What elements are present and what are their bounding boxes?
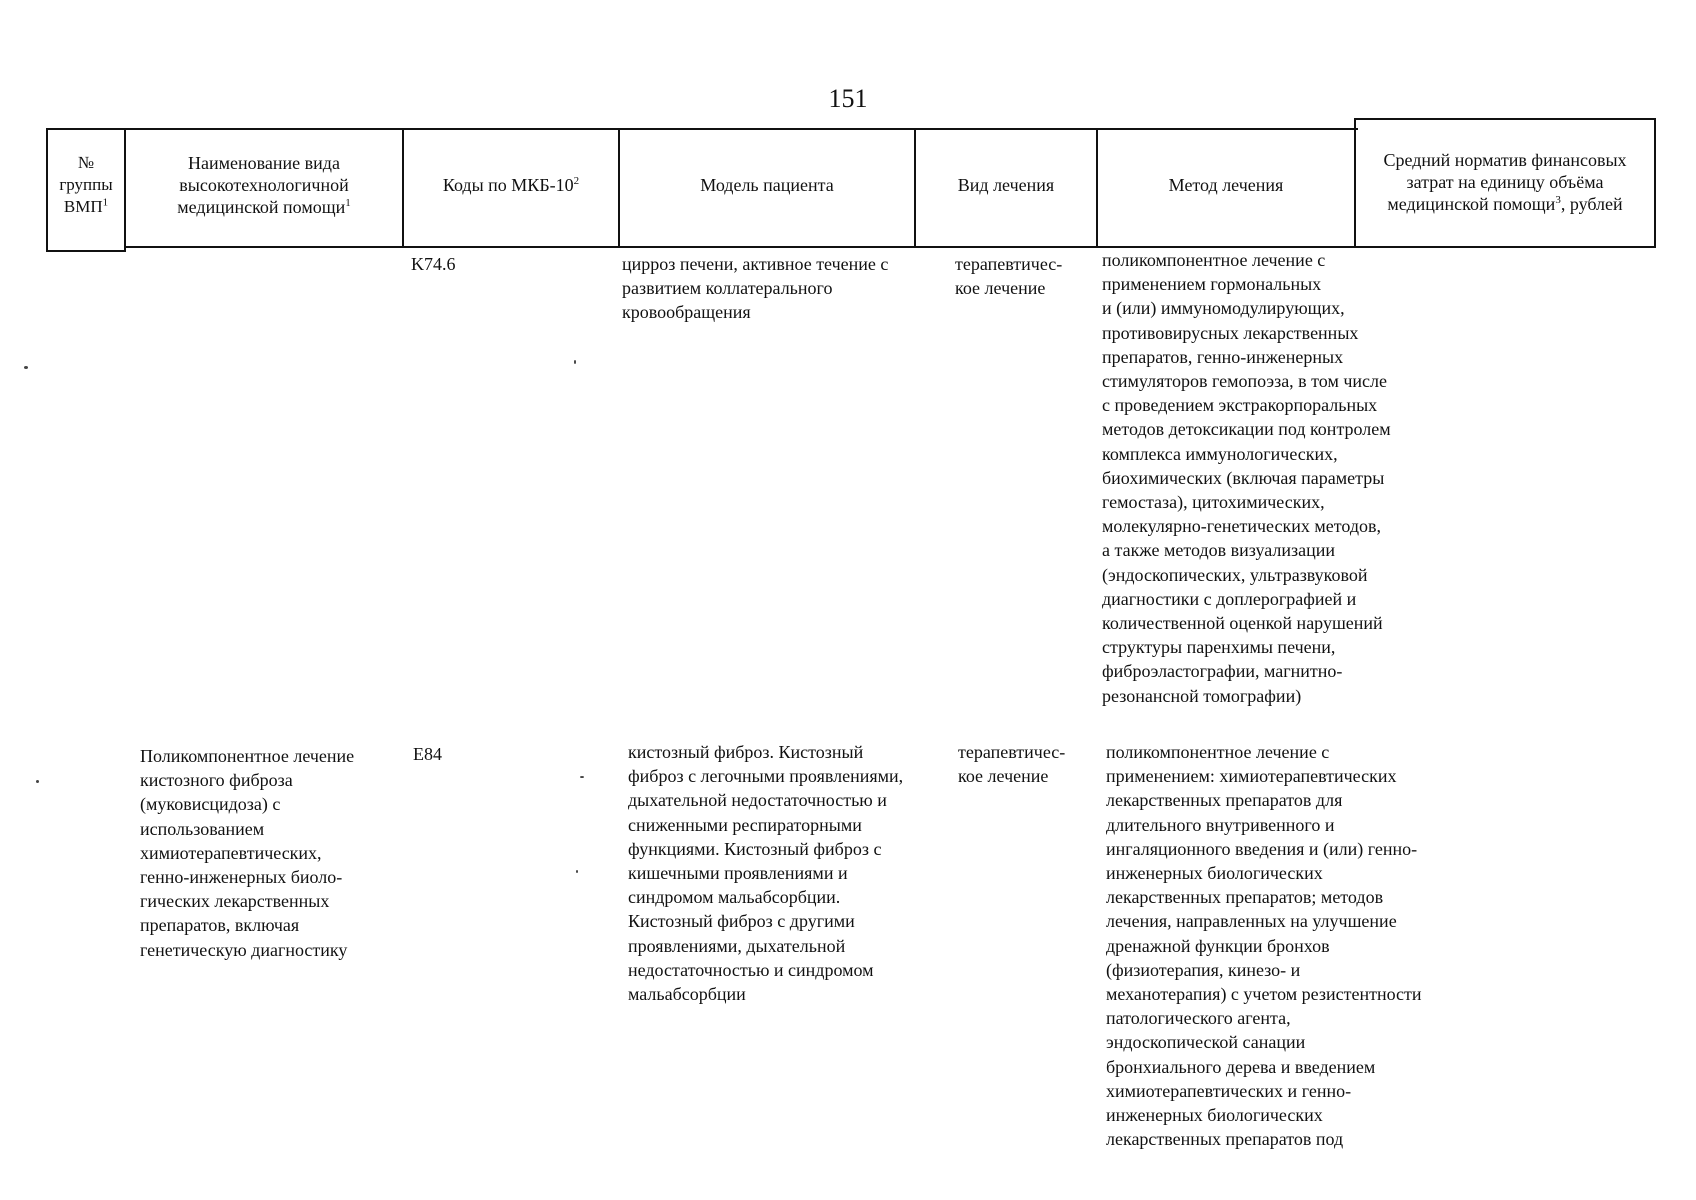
header-treatment-method: Метод лечения bbox=[1168, 175, 1284, 195]
scan-speck bbox=[576, 870, 578, 873]
scan-speck bbox=[574, 360, 576, 364]
header-patient-model: Модель пациента bbox=[700, 175, 834, 195]
row-icd-code: K74.6 bbox=[411, 254, 456, 274]
col-divider bbox=[1654, 118, 1656, 248]
row-icd-code: E84 bbox=[413, 744, 442, 764]
scan-speck bbox=[580, 776, 584, 778]
row-treatment-method: поликомпонентное лечение с применением: химиотерапевтических лекарственных препаратов для длительного внутривенного и ингаляционного введения и (или) генно- инженерных биологических лекарственных препаратов; методов лечения, направленных на улучшение дренажной функции бронхов (физиотерапия, кинезо- и механотерапия) с учетом резистентности патологического агента, эндоскопической санации бронхиального дерева и введением химиотерапевтических и генно- инженерных биологических лекарственных препаратов под bbox=[1106, 742, 1422, 1150]
header-care-type: Наименование вида высокотехнологичной медицинской помощи$^1$ bbox=[177, 153, 351, 217]
table-header bbox=[46, 118, 1656, 252]
row-treatment-type: терапевтичес- кое лечение bbox=[955, 254, 1063, 299]
header-bottom-border-left bbox=[46, 250, 126, 252]
header-average-cost: Средний норматив финансовых затрат на единицу объёма медицинской помощи$^3$, рублей bbox=[1383, 150, 1627, 214]
page-number: 151 bbox=[828, 84, 868, 113]
header-group-number: № группы ВМП$^1$ bbox=[59, 153, 113, 216]
scan-speck bbox=[36, 780, 39, 783]
row-patient-model: цирроз печени, активное течение с развитием коллатерального кровообращения bbox=[622, 254, 889, 323]
scan-speck bbox=[24, 366, 28, 369]
header-icd-codes: Коды по МКБ-$10^2$ bbox=[442, 175, 580, 195]
row-patient-model: кистозный фиброз. Кистозный фиброз с легочными проявлениями, дыхательной недостаточностью и сниженными респираторными функциями. Кистозный фиброз с кишечными проявлениями и синдромом мальабсорбции. Кистозный фиброз с другими проявлениями, дыхательной недостаточностью и синдромом мальабсорбции bbox=[628, 742, 904, 1005]
row-care-type: Поликомпонентное лечение кистозного фиброза (муковисцидоза) с использованием химиотерапевтических, генно-инженерных биоло- гических лекарственных препаратов, включая генетическую диагностику bbox=[140, 746, 355, 960]
row-treatment-type: терапевтичес- кое лечение bbox=[958, 742, 1066, 787]
header-treatment-type: Вид лечения bbox=[957, 175, 1055, 195]
row-treatment-method: поликомпонентное лечение с применением гормональных и (или) иммуномодулирующих, противовирусных лекарственных препаратов, генно-инженерных стимуляторов гемопоэза, в том числе с проведением экстракорпоральных методов детоксикации под контролем комплекса иммунологических, биохимических (включая параметры гемостаза), цитохимических, молекулярно-генетических методов, а также методов визуализации (эндоскопических, ультразвуковой диагностики с доплерографией и количественной оценкой нарушений структуры паренхимы печени, фиброэластографии, магнитно- резонансной томографии) bbox=[1102, 250, 1391, 706]
